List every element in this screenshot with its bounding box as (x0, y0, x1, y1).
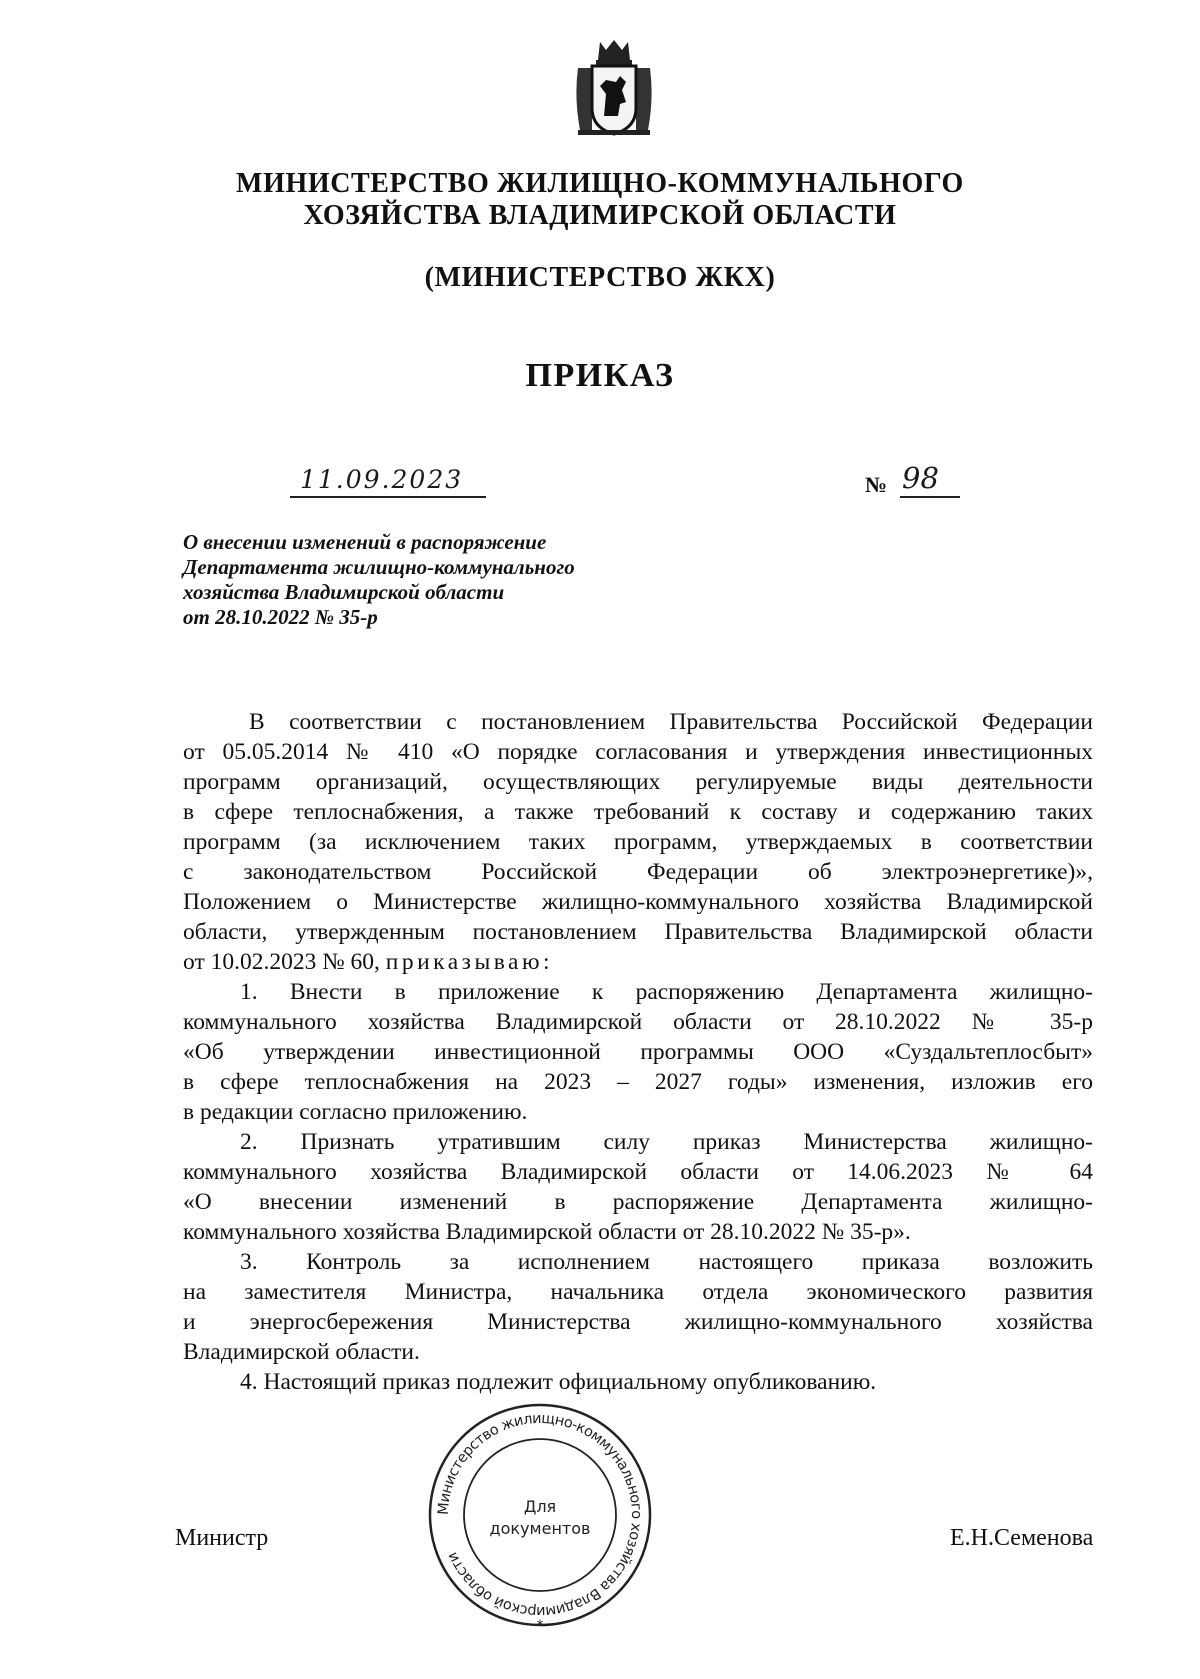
subject-line: О внесении изменений в распоряжение (183, 530, 547, 554)
preamble-line: от 05.05.2014 № 410 «О порядке согласования и утверждения инвестиционных (183, 739, 1093, 765)
preamble-line: от 10.02.2023 № 60, (183, 949, 380, 975)
signatory-title: Министр (175, 1525, 269, 1551)
item2-line: «О внесении изменений в распоряжение Департамента жилищно- (183, 1189, 1093, 1215)
ministry-name-line2: ХОЗЯЙСТВА ВЛАДИМИРСКОЙ ОБЛАСТИ (303, 200, 897, 231)
item3-line: Владимирской области. (183, 1339, 420, 1365)
stamp-center-line2: документов (489, 1519, 591, 1538)
ministry-name-line1: МИНИСТЕРСТВО ЖИЛИЩНО-КОММУНАЛЬНОГО (236, 168, 964, 199)
stamp-star: * (536, 1618, 544, 1630)
document-type-title: ПРИКАЗ (525, 357, 675, 394)
item1-line: 1. Внести в приложение к распоряжению Департамента жилищно- (240, 979, 1093, 1005)
item1-line: в сфере теплоснабжения на 2023 – 2027 годы» изменения, изложив его (183, 1069, 1093, 1095)
preamble-line: в сфере теплоснабжения, а также требований к составу и содержанию таких (183, 799, 1093, 825)
subject-line: Департамента жилищно-коммунального (183, 555, 575, 579)
order-number: 98 (902, 461, 939, 495)
item3-line: 3. Контроль за исполнением настоящего приказа возложить (240, 1249, 1093, 1275)
item1-line: «Об утверждении инвестиционной программы ООО «Суздальтеплосбыт» (183, 1039, 1093, 1065)
item3-line: и энергосбережения Министерства жилищно-коммунального хозяйства (183, 1309, 1093, 1335)
stamp-ring-text: Министерство жилищно-коммунального хозяйства Владимирской области (435, 1410, 645, 1620)
coat-of-arms-icon (570, 38, 658, 138)
preamble-last-line (183, 947, 1093, 977)
stamp-center-line1: Для (523, 1497, 557, 1516)
item3-line: на заместителя Министра, начальника отдела экономического развития (183, 1279, 1093, 1305)
preamble-line: области, утвержденным постановлением Правительства Владимирской области (183, 919, 1093, 945)
preamble-line: В соответствии с постановлением Правительства Российской Федерации (249, 709, 1093, 735)
item2-line: коммунального хозяйства Владимирской области от 28.10.2022 № 35-р». (183, 1219, 911, 1245)
item1-line: в редакции согласно приложению. (183, 1099, 528, 1125)
order-number-label: № (865, 472, 888, 497)
order-word: приказываю: (385, 949, 554, 975)
preamble-line: с законодательством Российской Федерации об электроэнергетике)», (183, 859, 1093, 885)
date-underline (290, 496, 486, 499)
item4-line: 4. Настоящий приказ подлежит официальному опубликованию. (240, 1369, 877, 1395)
item2-line: 2. Признать утратившим силу приказ Министерства жилищно- (240, 1129, 1093, 1155)
subject-line: хозяйства Владимирской области (183, 580, 505, 604)
preamble-line: программ организаций, осуществляющих регулируемые виды деятельности (183, 769, 1093, 795)
order-body (183, 707, 1093, 1397)
preamble-line: Положением о Министерстве жилищно-коммунального хозяйства Владимирской (183, 889, 1093, 915)
order-date: 11.09.2023 (300, 465, 464, 494)
order-subject (183, 530, 703, 630)
official-stamp (425, 1400, 655, 1630)
preamble-line: программ (за исключением таких программ, утверждаемых в соответствии (183, 829, 1093, 855)
signatory-name: Е.Н.Семенова (950, 1525, 1094, 1551)
ministry-short-name: (МИНИСТЕРСТВО ЖКХ) (424, 262, 776, 293)
item2-line: коммунального хозяйства Владимирской области от 14.06.2023 № 64 (183, 1159, 1093, 1185)
subject-line: от 28.10.2022 № 35-р (183, 605, 378, 629)
number-underline (900, 496, 960, 499)
item1-line: коммунального хозяйства Владимирской области от 28.10.2022 № 35-р (183, 1009, 1093, 1035)
